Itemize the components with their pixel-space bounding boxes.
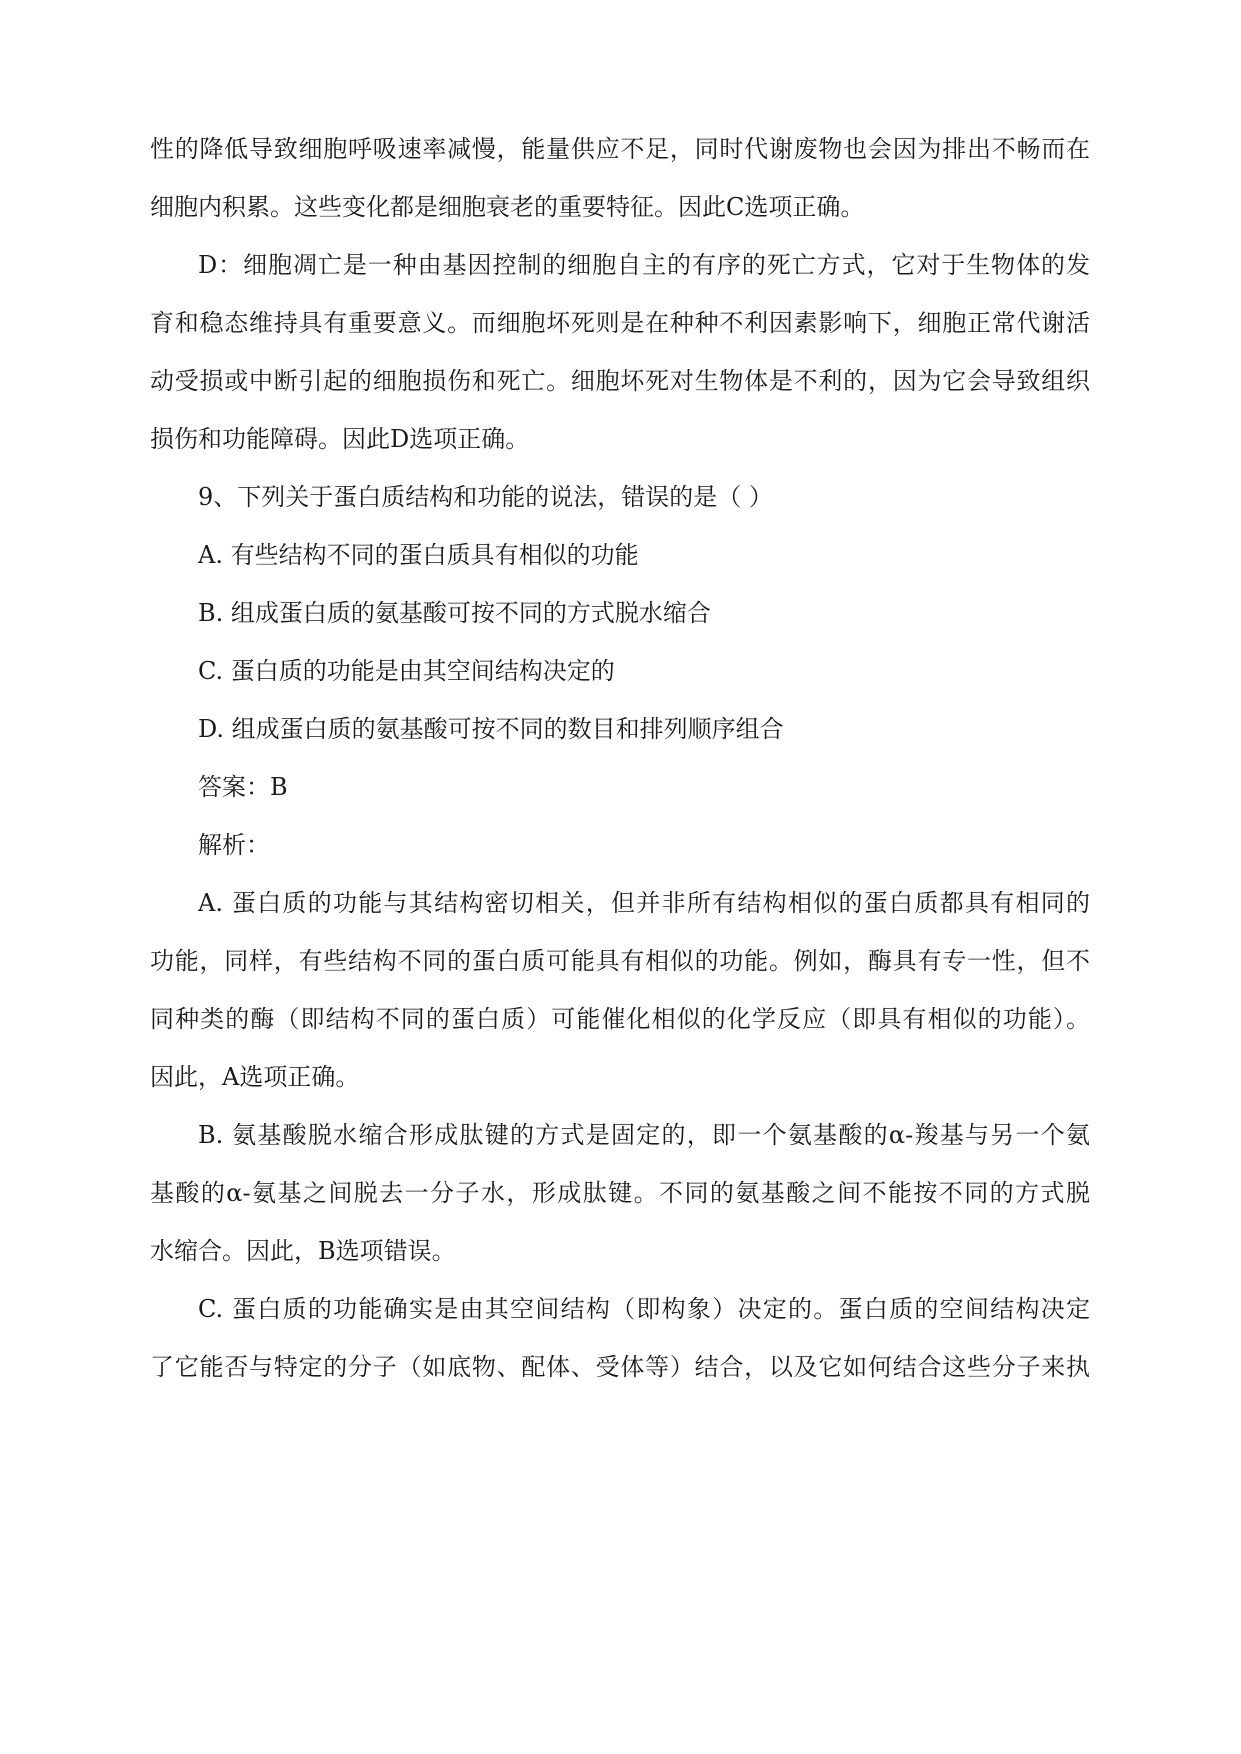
answer-line: 答案：B bbox=[198, 773, 288, 801]
paragraph-line: 同种类的酶（即结构不同的蛋白质）可能催化相似的化学反应（即具有相似的功能）。 bbox=[150, 1005, 1090, 1033]
paragraph-line: 损伤和功能障碍。因此D选项正确。 bbox=[150, 425, 530, 453]
paragraph-line: D：细胞凋亡是一种由基因控制的细胞自主的有序的死亡方式，它对于生物体的发 bbox=[198, 251, 1090, 279]
paragraph-line: 性的降低导致细胞呼吸速率减慢，能量供应不足，同时代谢废物也会因为排出不畅而在 bbox=[150, 135, 1090, 163]
paragraph-line: 水缩合。因此，B选项错误。 bbox=[150, 1237, 456, 1265]
question-stem: 9、下列关于蛋白质结构和功能的说法，错误的是（ ） bbox=[198, 483, 773, 511]
option-c: C. 蛋白质的功能是由其空间结构决定的 bbox=[198, 657, 615, 685]
paragraph-line: 功能，同样，有些结构不同的蛋白质可能具有相似的功能。例如，酶具有专一性，但不 bbox=[150, 947, 1090, 975]
option-d: D. 组成蛋白质的氨基酸可按不同的数目和排列顺序组合 bbox=[198, 715, 784, 743]
option-a: A. 有些结构不同的蛋白质具有相似的功能 bbox=[198, 541, 639, 569]
paragraph-line: C. 蛋白质的功能确实是由其空间结构（即构象）决定的。蛋白质的空间结构决定 bbox=[198, 1295, 1090, 1323]
paragraph-line: 基酸的α-氨基之间脱去一分子水，形成肽键。不同的氨基酸之间不能按不同的方式脱 bbox=[150, 1179, 1090, 1207]
paragraph-line: 细胞内积累。这些变化都是细胞衰老的重要特征。因此C选项正确。 bbox=[150, 193, 865, 221]
paragraph-line: 了它能否与特定的分子（如底物、配体、受体等）结合，以及它如何结合这些分子来执 bbox=[150, 1353, 1090, 1381]
paragraph-line: A. 蛋白质的功能与其结构密切相关，但并非所有结构相似的蛋白质都具有相同的 bbox=[198, 889, 1090, 917]
paragraph-line: 动受损或中断引起的细胞损伤和死亡。细胞坏死对生物体是不利的，因为它会导致组织 bbox=[150, 367, 1090, 395]
analysis-label: 解析： bbox=[198, 831, 270, 859]
paragraph-line: 因此，A选项正确。 bbox=[150, 1063, 360, 1091]
paragraph-line: B. 氨基酸脱水缩合形成肽键的方式是固定的，即一个氨基酸的α-羧基与另一个氨 bbox=[198, 1121, 1090, 1149]
paragraph-line: 育和稳态维持具有重要意义。而细胞坏死则是在种种不利因素影响下，细胞正常代谢活 bbox=[150, 309, 1090, 337]
option-b: B. 组成蛋白质的氨基酸可按不同的方式脱水缩合 bbox=[198, 599, 711, 627]
